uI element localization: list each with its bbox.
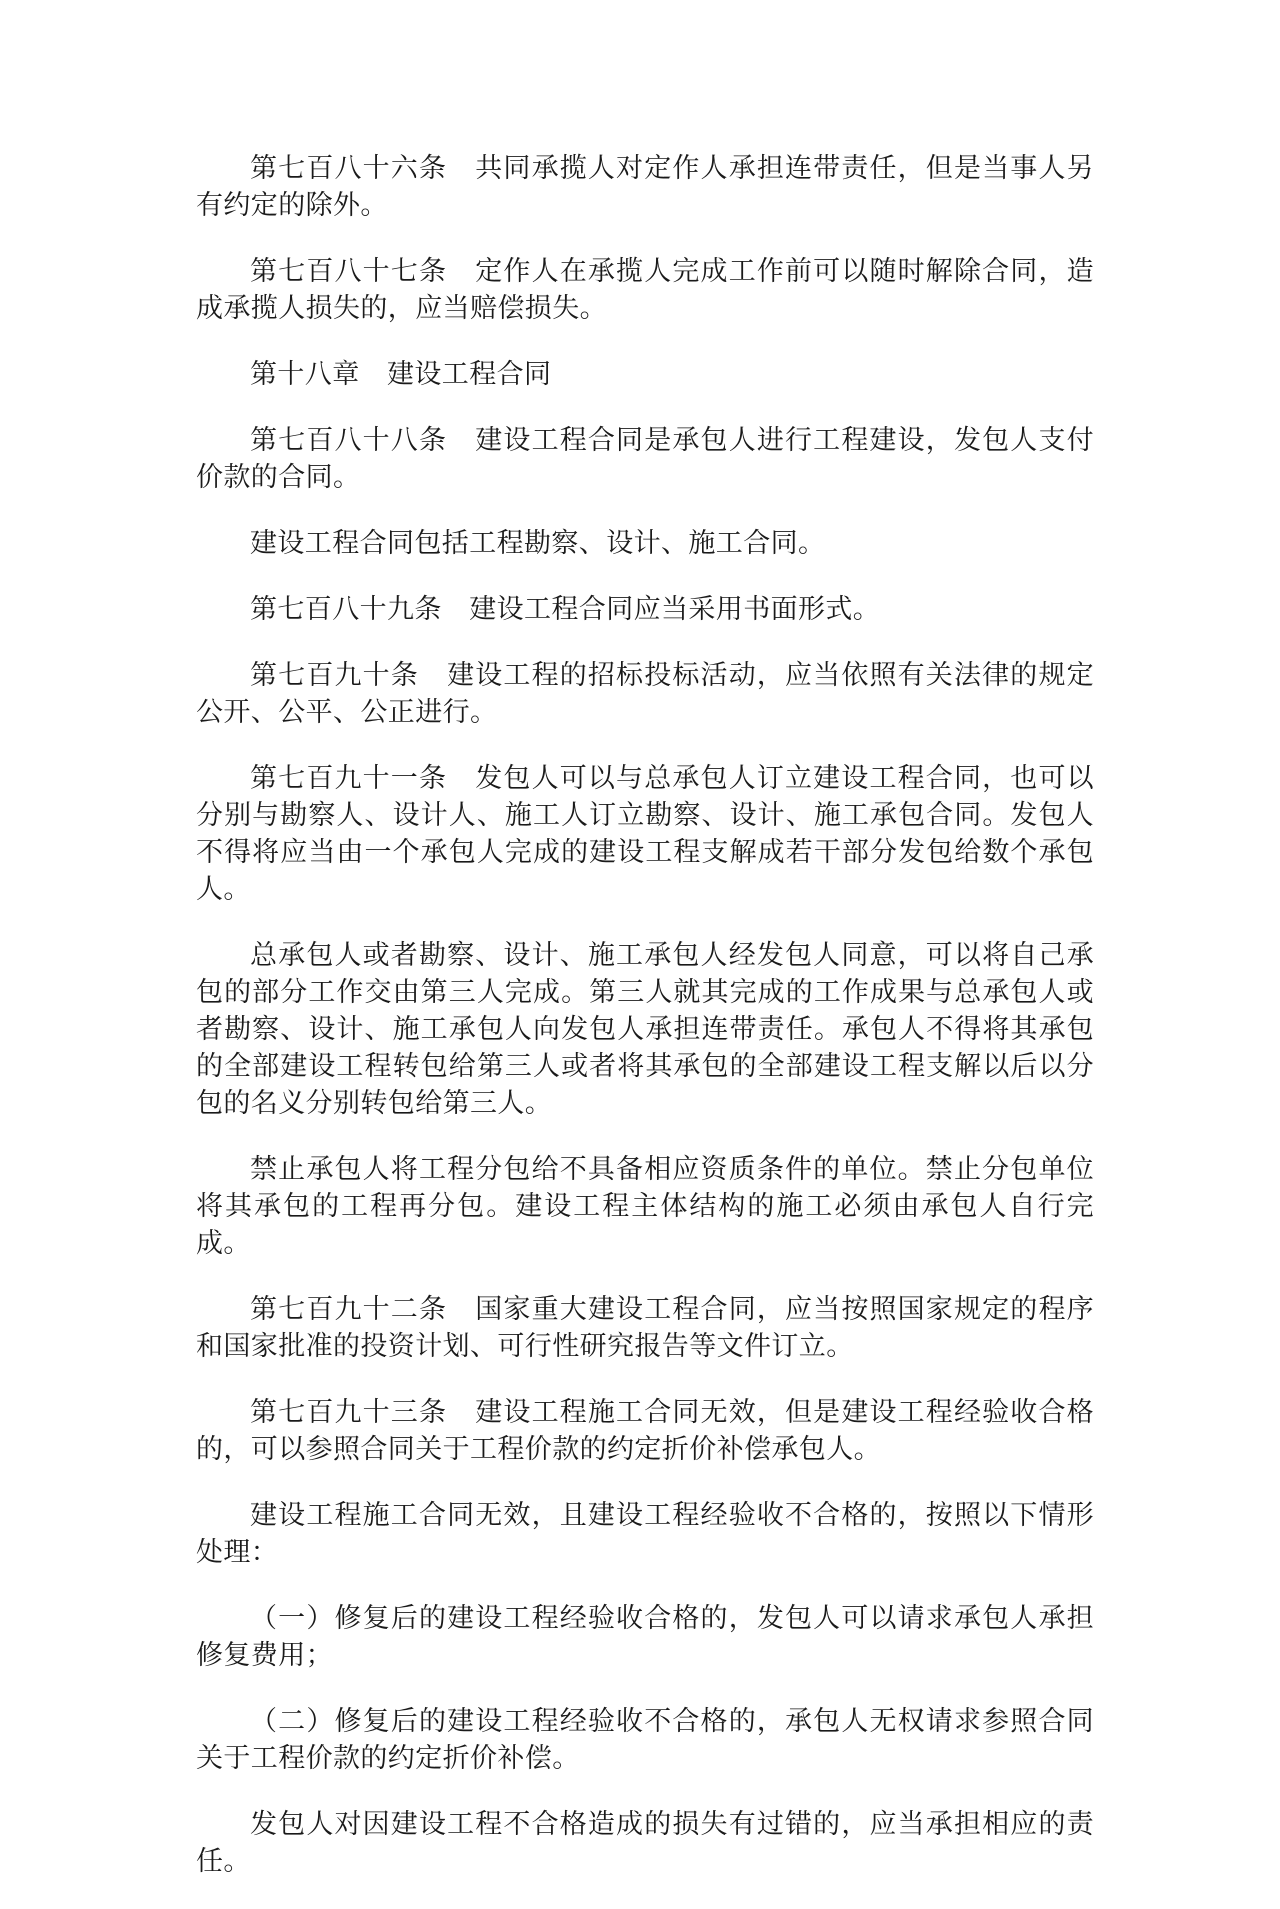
article-788-clause-2: 建设工程合同包括工程勘察、设计、施工合同。 [250, 528, 826, 559]
article-787: 第七百八十七条 定作人在承揽人完成工作前可以随时解除合同，造成承揽人损失的，应当赔偿损失。 [196, 256, 1094, 324]
chapter-heading: 第十八章 建设工程合同 [250, 359, 552, 390]
document-page [196, 150, 1094, 1909]
article-790: 第七百九十条 建设工程的招标投标活动，应当依照有关法律的规定公开、公平、公正进行。 [196, 660, 1094, 728]
article-793-item-1: （一）修复后的建设工程经验收合格的，发包人可以请求承包人承担修复费用； [196, 1603, 1094, 1671]
article-791: 第七百九十一条 发包人可以与总承包人订立建设工程合同，也可以分别与勘察人、设计人、施工人订立勘察、设计、施工承包合同。发包人不得将应当由一个承包人完成的建设工程支解成若干部分发包给数个承包人。 [196, 763, 1094, 905]
article-792: 第七百九十二条 国家重大建设工程合同，应当按照国家规定的程序和国家批准的投资计划、可行性研究报告等文件订立。 [196, 1294, 1094, 1362]
article-791-clause-3: 禁止承包人将工程分包给不具备相应资质条件的单位。禁止分包单位将其承包的工程再分包。建设工程主体结构的施工必须由承包人自行完成。 [196, 1154, 1094, 1259]
article-793-clause-2: 建设工程施工合同无效，且建设工程经验收不合格的，按照以下情形处理： [196, 1500, 1094, 1568]
article-791-clause-2: 总承包人或者勘察、设计、施工承包人经发包人同意，可以将自己承包的部分工作交由第三人完成。第三人就其完成的工作成果与总承包人或者勘察、设计、施工承包人向发包人承担连带责任。承包人不得将其承包的全部建设工程转包给第三人或者将其承包的全部建设工程支解以后以分包的名义分别转包给第三人。 [196, 940, 1094, 1119]
article-793-item-2: （二）修复后的建设工程经验收不合格的，承包人无权请求参照合同关于工程价款的约定折价补偿。 [196, 1706, 1094, 1774]
article-793: 第七百九十三条 建设工程施工合同无效，但是建设工程经验收合格的，可以参照合同关于工程价款的约定折价补偿承包人。 [196, 1397, 1094, 1465]
article-786: 第七百八十六条 共同承揽人对定作人承担连带责任，但是当事人另有约定的除外。 [196, 153, 1094, 221]
article-788: 第七百八十八条 建设工程合同是承包人进行工程建设，发包人支付价款的合同。 [196, 425, 1094, 493]
article-789: 第七百八十九条 建设工程合同应当采用书面形式。 [250, 594, 881, 625]
article-793-clause-3: 发包人对因建设工程不合格造成的损失有过错的，应当承担相应的责任。 [196, 1809, 1094, 1877]
